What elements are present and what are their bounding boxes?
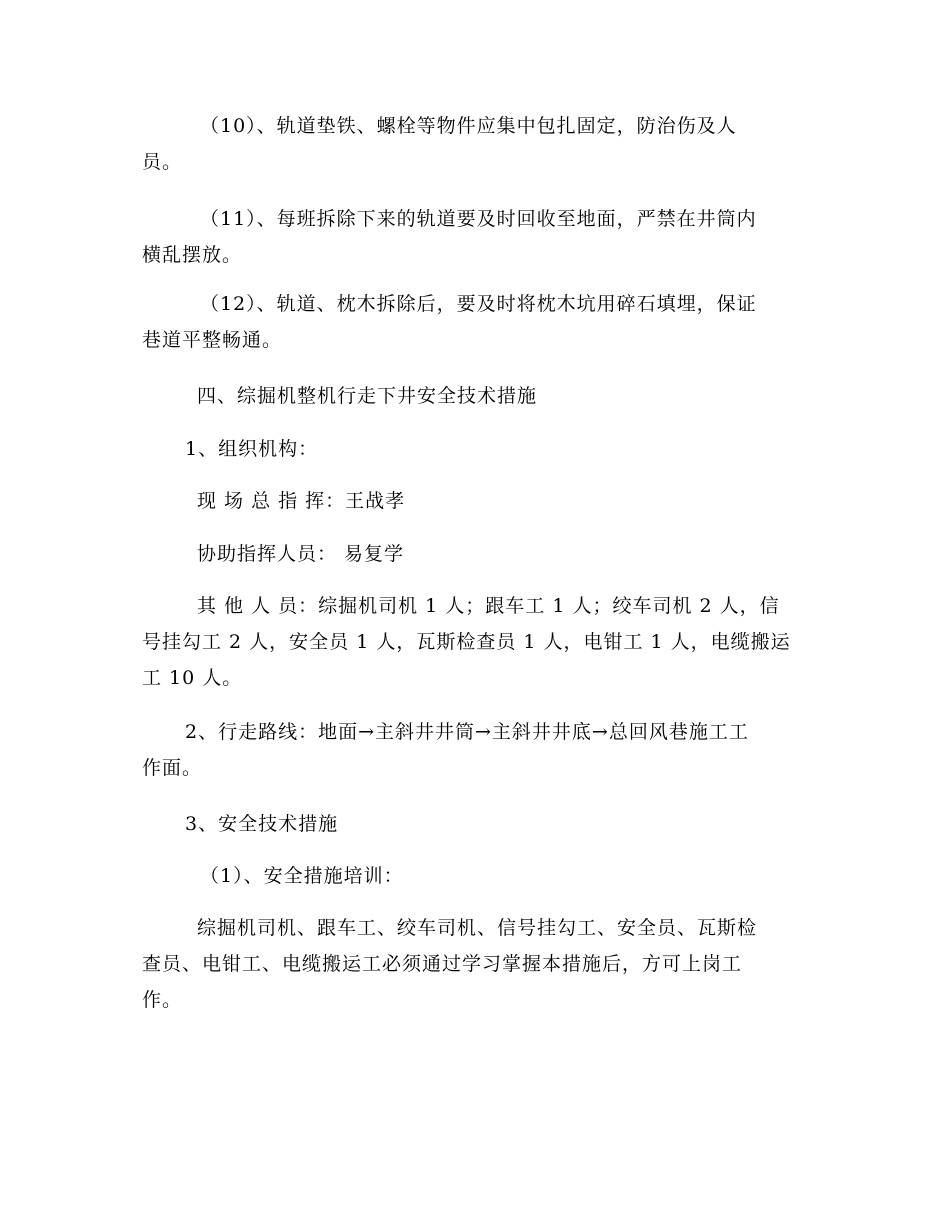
paragraph — [142, 483, 810, 519]
paragraph-line: 四、综掘机整机行走下井安全技术措施 — [197, 385, 538, 407]
paragraph — [142, 714, 810, 786]
paragraph-line: 协助指挥人员： 易复学 — [197, 543, 405, 565]
paragraph-line: 3、安全技术措施 — [185, 813, 339, 835]
paragraph-line: 巷道平整畅通。 — [142, 329, 283, 351]
paragraph — [142, 858, 810, 894]
paragraph-line: 作面。 — [142, 757, 203, 779]
paragraph — [142, 536, 810, 572]
paragraph-line: 作。 — [142, 989, 183, 1011]
paragraph-line: 横乱摆放。 — [142, 244, 243, 266]
paragraph-line: 工 10 人。 — [142, 667, 243, 689]
paragraph — [142, 588, 810, 696]
subsection-heading — [142, 431, 810, 467]
paragraph — [142, 108, 810, 180]
paragraph-line: （11）、每班拆除下来的轨道要及时回收至地面，严禁在井筒内 — [200, 208, 757, 230]
section-heading — [142, 378, 810, 414]
paragraph-line: 员。 — [142, 151, 183, 173]
paragraph-line: （10）、轨道垫铁、螺栓等物件应集中包扎固定，防治伤及人 — [200, 115, 737, 137]
paragraph — [142, 910, 810, 1018]
paragraph — [142, 201, 810, 273]
paragraph-line: 现 场 总 指 挥：王战孝 — [197, 490, 406, 512]
paragraph-line: 2、行走路线：地面→主斜井井筒→主斜井井底→总回风巷施工工 — [185, 721, 749, 743]
paragraph — [142, 286, 810, 358]
subsection-heading — [142, 806, 810, 842]
paragraph-line: （12）、轨道、枕木拆除后，要及时将枕木坑用碎石填埋，保证 — [200, 293, 757, 315]
paragraph-line: 综掘机司机、跟车工、绞车司机、信号挂勾工、安全员、瓦斯检 — [197, 917, 758, 939]
paragraph-line: （1）、安全措施培训： — [200, 865, 404, 887]
paragraph-line: 查员、电钳工、电缆搬运工必须通过学习掌握本措施后，方可上岗工 — [142, 953, 743, 975]
paragraph-line: 其 他 人 员：综掘机司机 1 人；跟车工 1 人；绞车司机 2 人，信 — [197, 595, 780, 617]
paragraph-line: 号挂勾工 2 人，安全员 1 人，瓦斯检查员 1 人，电钳工 1 人，电缆搬运 — [142, 631, 791, 653]
paragraph-line: 1、组织机构： — [185, 438, 319, 460]
